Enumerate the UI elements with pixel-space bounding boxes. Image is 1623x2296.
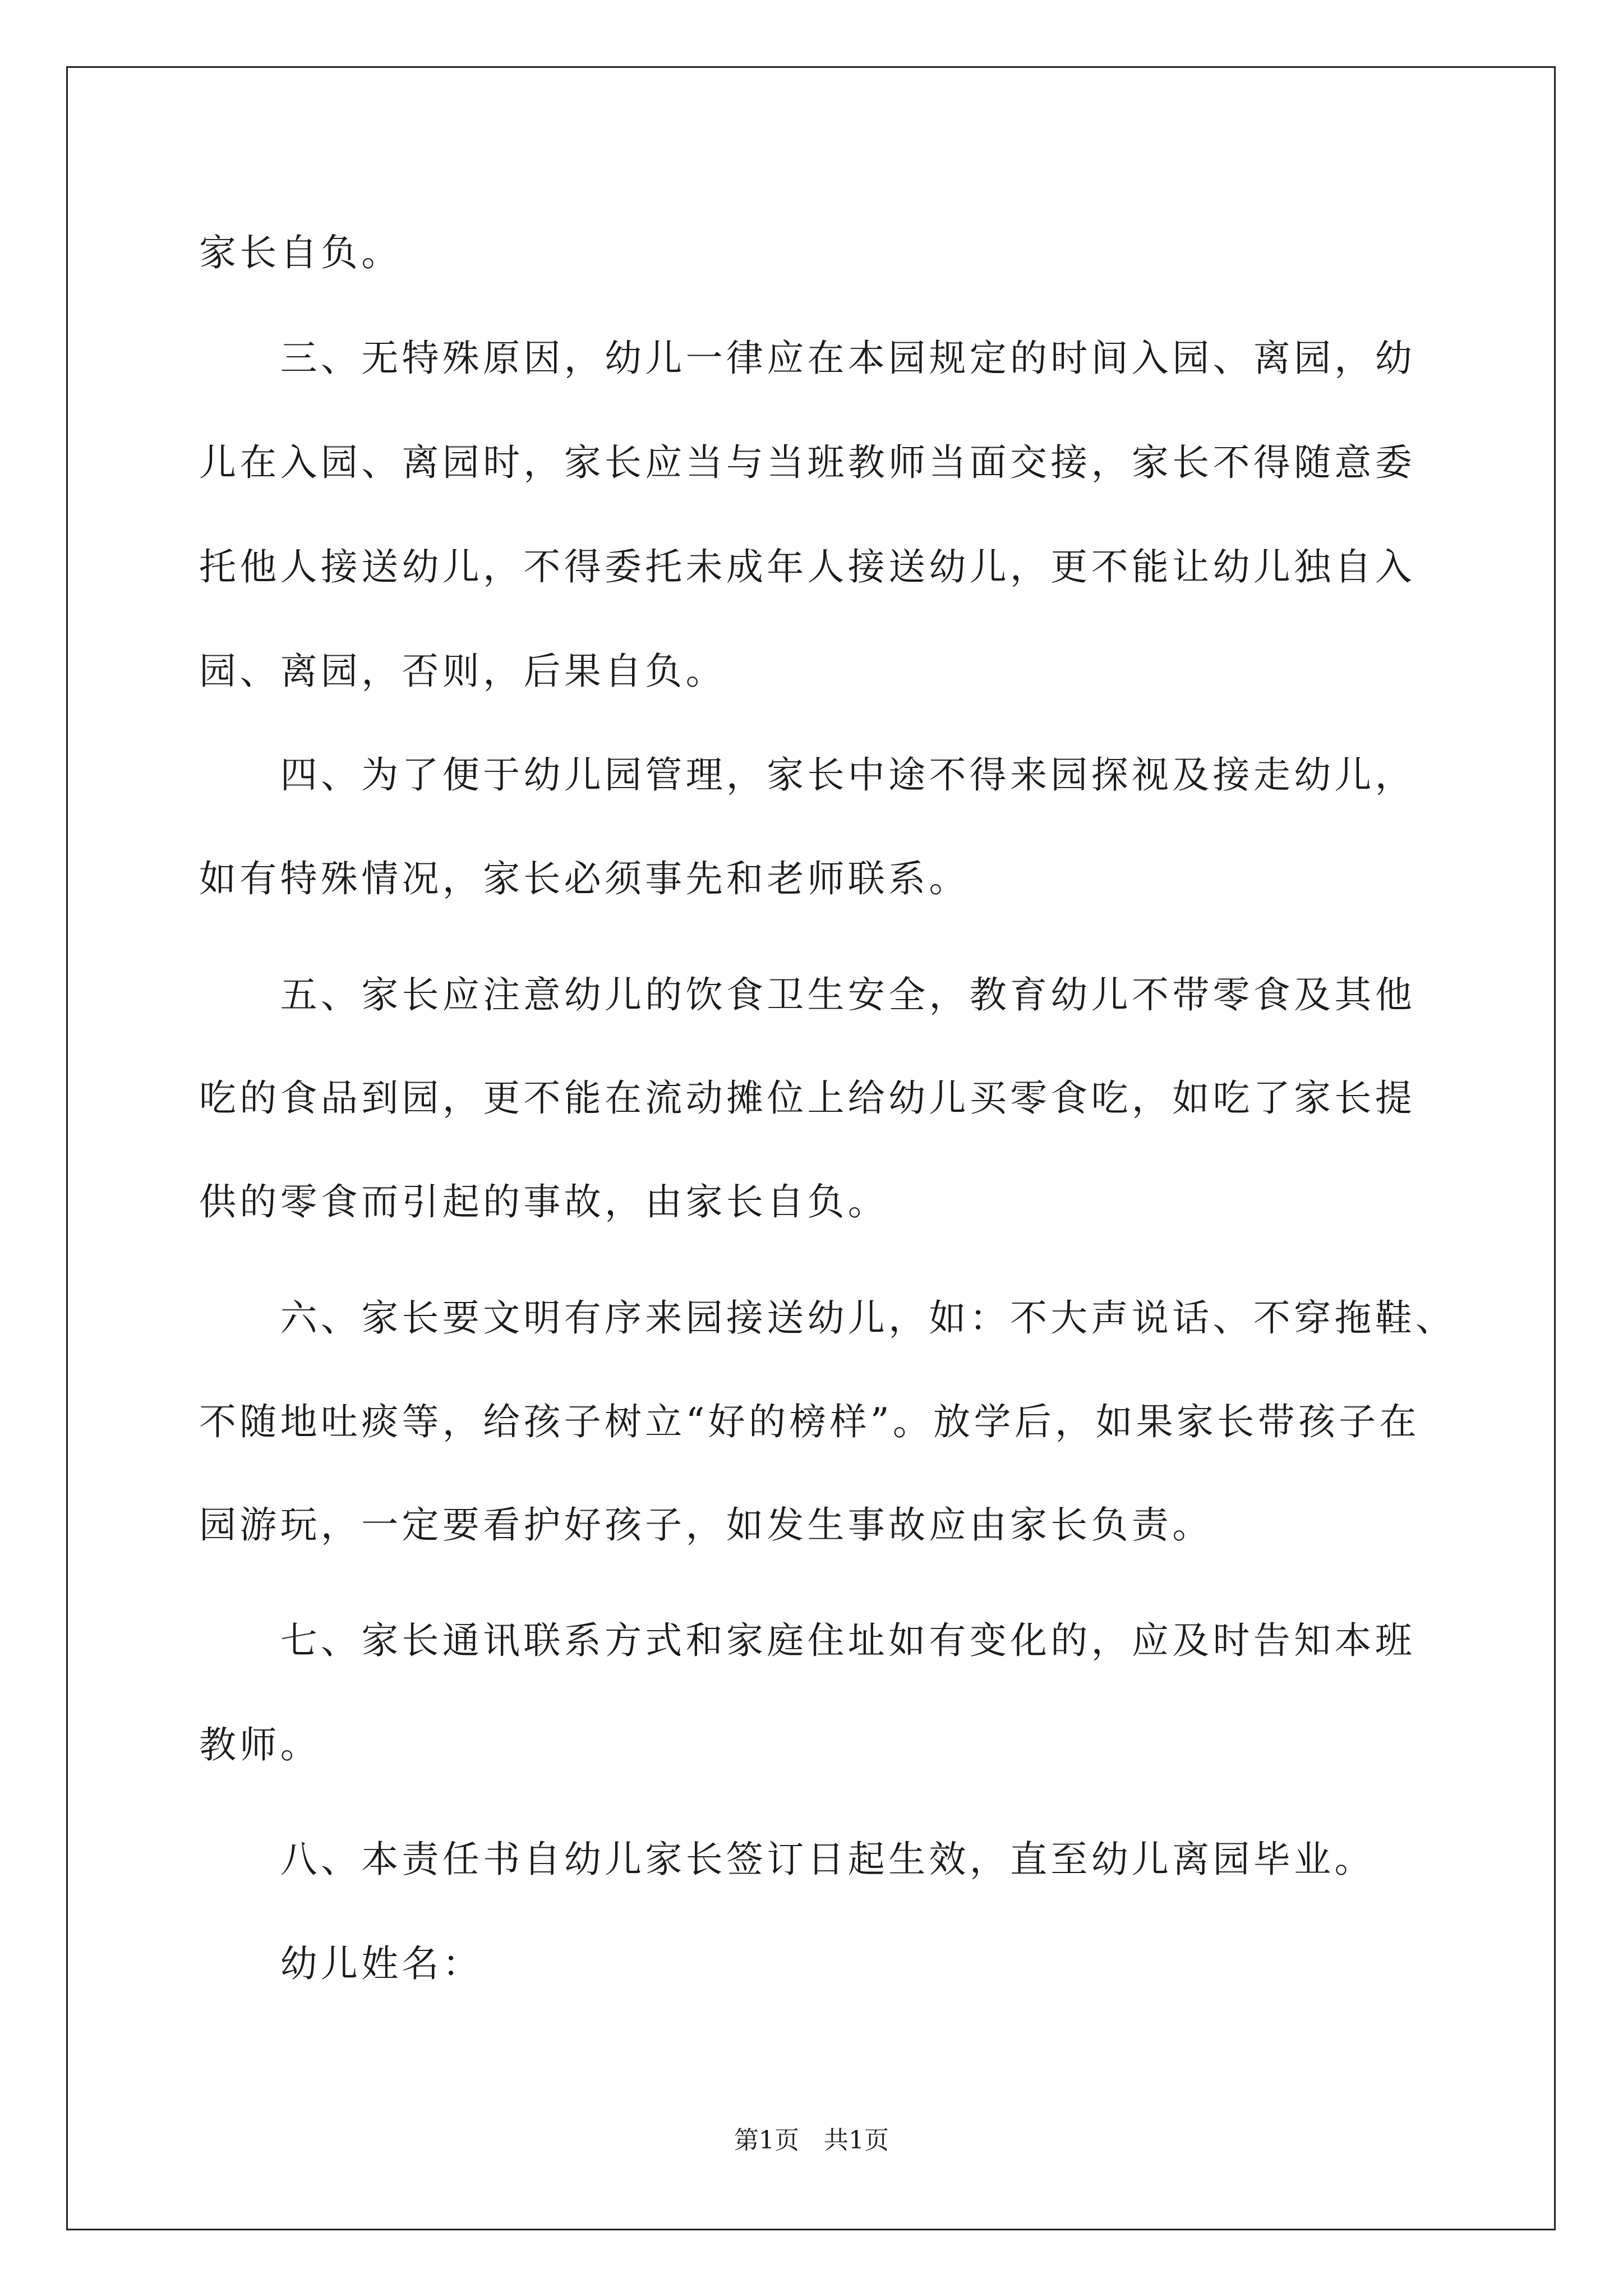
text-line: 儿在入园、离园时，家长应当与当班教师当面交接，家长不得随意委 [199,441,1415,484]
text-line: 不随地吐痰等，给孩子树立“好的榜样”。放学后，如果家长带孩子在 [199,1400,1420,1443]
page-number-footer: 第1页 共1页 [734,2126,889,2155]
text-line: 五、家长应注意幼儿的饮食卫生安全，教育幼儿不带零食及其他 [199,973,1415,1016]
text-line: 幼儿姓名： [199,1942,483,1985]
text-line: 八、本责任书自幼儿家长签订日起生效，直至幼儿离园毕业。 [199,1838,1375,1881]
text-line: 三、无特殊原因，幼儿一律应在本园规定的时间入园、离园，幼 [199,337,1415,380]
text-line: 六、家长要文明有序来园接送幼儿，如：不大声说话、不穿拖鞋、 [199,1296,1456,1340]
page-border [66,66,1556,2230]
text-line: 七、家长通讯联系方式和家庭住址如有变化的，应及时告知本班 [199,1619,1415,1662]
text-line: 吃的食品到园，更不能在流动摊位上给幼儿买零食吃，如吃了家长提 [199,1076,1415,1120]
text-line: 教师。 [199,1723,321,1766]
text-line: 家长自负。 [199,231,402,274]
text-line: 供的零食而引起的事故，由家长自负。 [199,1180,889,1223]
text-line: 如有特殊情况，家长必须事先和老师联系。 [199,857,970,900]
text-line: 园游玩，一定要看护好孩子，如发生事故应由家长负责。 [199,1503,1213,1547]
text-line: 园、离园，否则，后果自负。 [199,650,726,693]
text-line: 四、为了便于幼儿园管理，家长中途不得来园探视及接走幼儿， [199,753,1415,797]
text-line: 托他人接送幼儿，不得委托未成年人接送幼儿，更不能让幼儿独自入 [199,545,1415,588]
